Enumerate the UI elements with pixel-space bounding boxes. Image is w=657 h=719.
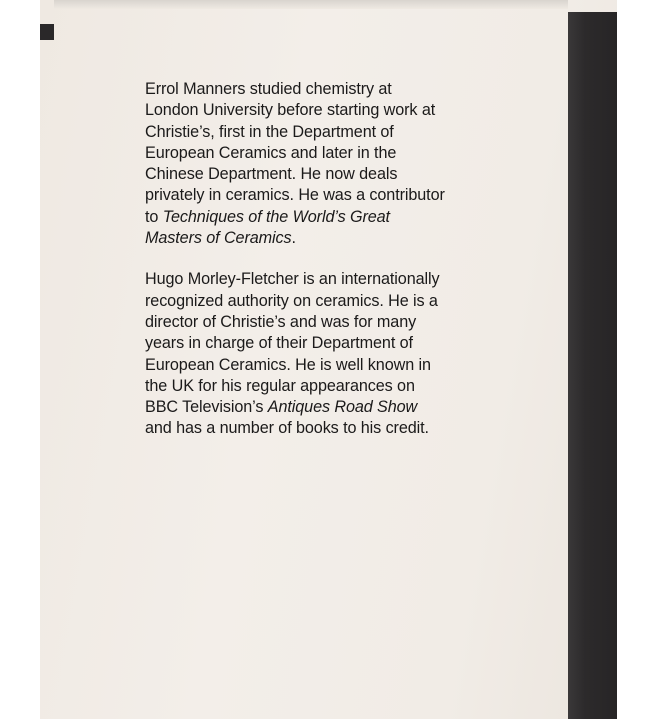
text-run: to (145, 207, 163, 226)
text-run: privately in ceramics. He was a contributor (145, 186, 445, 205)
text-run: European Ceramics and later in the (145, 143, 397, 162)
cover-corner (40, 24, 54, 40)
text-run: recognized authority on ceramics. He is a (145, 291, 438, 310)
show-title-italic: Antiques Road Show (267, 398, 418, 417)
text-line (145, 122, 495, 143)
book-title-italic: Masters of Ceramics (145, 229, 292, 248)
text-run: Chinese Department. He now deals (145, 165, 398, 184)
bio-errol-manners (145, 79, 495, 249)
text-line (145, 269, 495, 290)
book-cover-edge (568, 12, 617, 719)
text-line (145, 376, 495, 397)
text-run: London University before starting work at (145, 101, 436, 120)
text-run: the UK for his regular appearances on (145, 376, 415, 395)
text-line (145, 333, 495, 354)
text-run: . (291, 229, 296, 248)
text-line (145, 185, 495, 206)
text-line (145, 312, 495, 333)
text-run: years in charge of their Department of (145, 334, 413, 353)
text-run: Christie’s, first in the Department of (145, 122, 394, 141)
text-line (145, 100, 495, 121)
text-line (145, 397, 495, 418)
text-line (145, 228, 495, 249)
text-line (145, 164, 495, 185)
text-run: Hugo Morley-Fletcher is an internationally (145, 270, 440, 289)
book-title-italic: Techniques of the World’s Great (162, 207, 390, 226)
text-run: Errol Manners studied chemistry at (145, 80, 392, 98)
text-line (145, 418, 495, 439)
text-run: director of Christie’s and was for many (145, 312, 417, 331)
page-top-edge (54, 0, 568, 9)
text-line (145, 79, 495, 100)
text-run: European Ceramics. He is well known in (145, 355, 431, 374)
text-line (145, 207, 495, 228)
text-line (145, 355, 495, 376)
text-line (145, 291, 495, 312)
text-run: and has a number of books to his credit. (145, 419, 429, 438)
bio-hugo-morley-fletcher (145, 269, 495, 439)
author-biographies (145, 79, 495, 440)
text-line (145, 143, 495, 164)
text-run: BBC Television’s (145, 398, 268, 417)
